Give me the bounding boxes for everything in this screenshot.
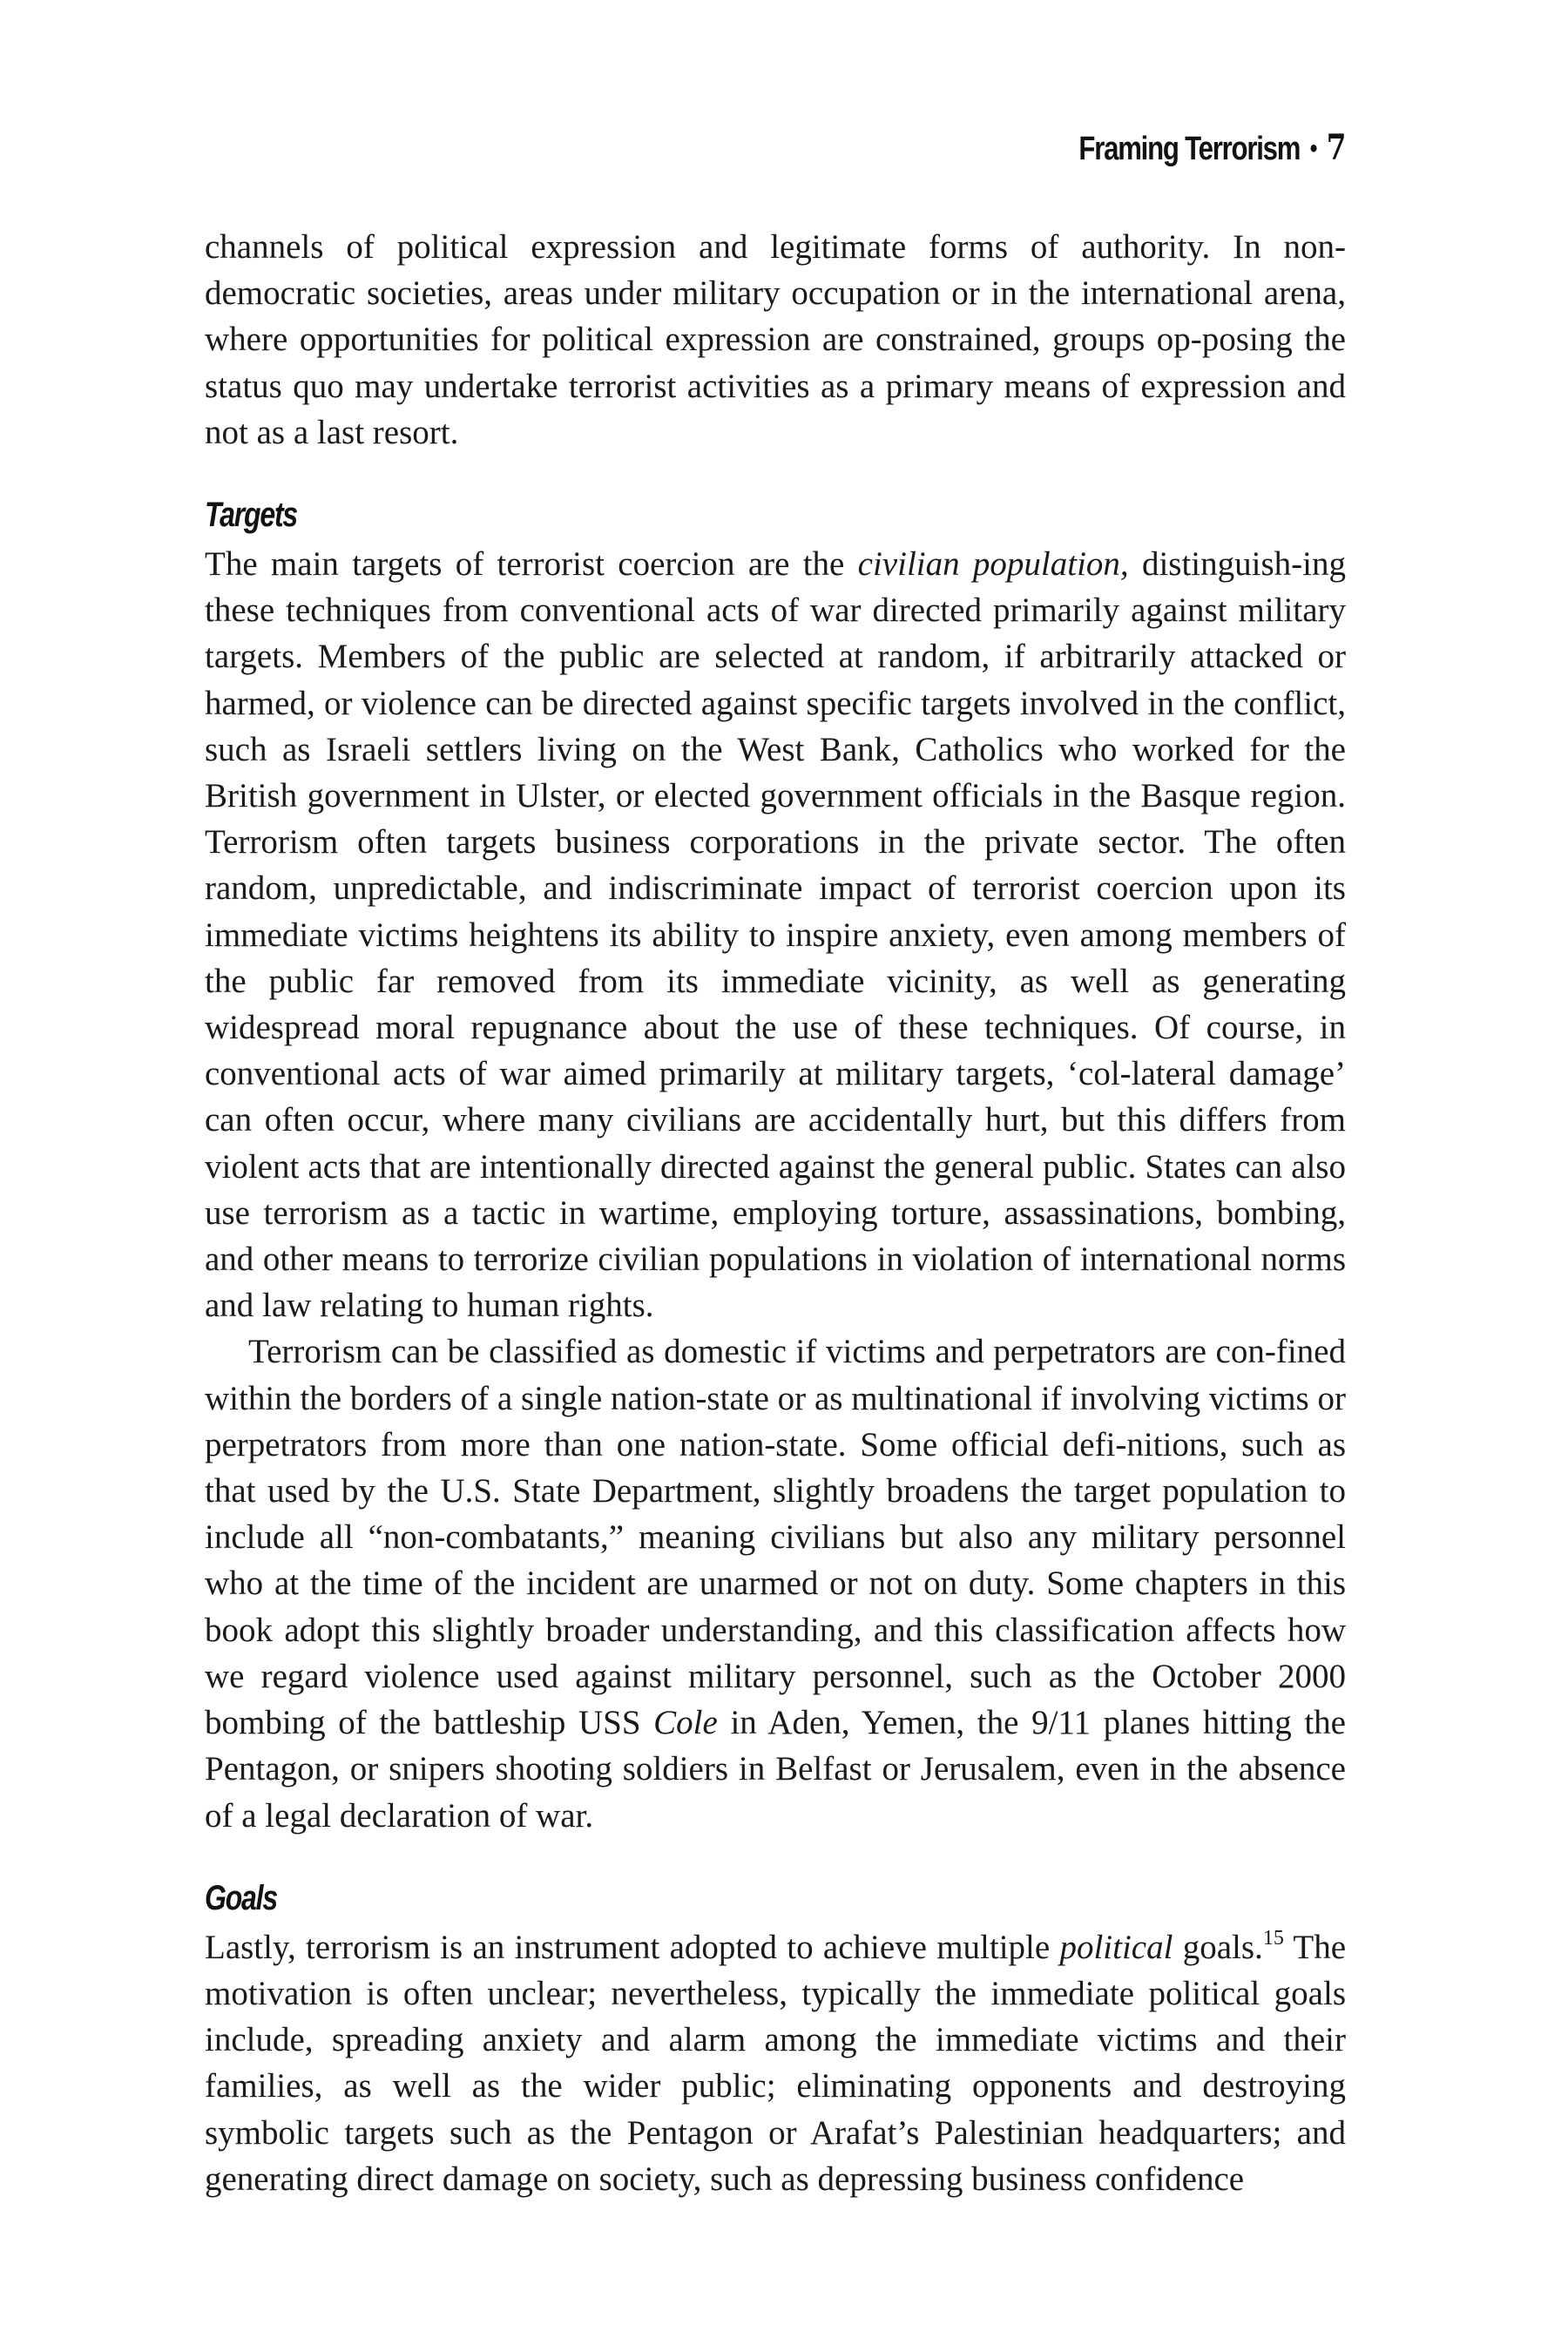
- paragraph-text: Terrorism can be classified as domestic if victims and perpetrators are con-fined within the borders of a single nation-state or as multinational if involving victims or perpetrators from more than one nation-state. Some official defi-nitions, such as that used by the U.S. State Department, slightly broadens the target population to include all “non-combatants,” meaning civilians but also any military personnel who at the time of the incident are unarmed or not on duty. Some chapters in this book adopt this slightly broader understanding, and this classification affects how we regard violence used against military personnel, such as the October 2000 bombing of the battleship USS: [205, 1333, 1346, 1742]
- paragraph-text: channels of political expression and legitimate forms of authority. In non-democratic societies, areas under military occupation or in the international arena, where opportunities for political expression are constrained, groups op-posing the status quo may undertake terrorist activities as a primary means of expression and not as a last resort.: [205, 228, 1346, 451]
- page-number: 7: [1326, 127, 1346, 168]
- bullet-separator: •: [1309, 134, 1316, 163]
- paragraph-continued: [205, 224, 1346, 456]
- paragraph-text: The motivation is often unclear; nevertheless, typically the immediate political goals include, spreading anxiety and alarm among the immediate victims and their families, as well as the wider public; eliminating opponents and destroying symbolic targets such as the Pentagon or Arafat’s Palestinian headquarters; and generating direct damage on society, such as depressing business confidence: [205, 1928, 1346, 2198]
- emphasis-text: civilian population,: [857, 545, 1129, 584]
- paragraph-text: The main targets of terrorist coercion are the: [205, 545, 858, 584]
- body-text: [205, 224, 1346, 2202]
- section-heading-goals: Goals: [205, 1878, 277, 1917]
- paragraph-text: Lastly, terrorism is an instrument adopted to achieve multiple: [205, 1928, 1060, 1966]
- footnote-reference[interactable]: 15: [1262, 1926, 1284, 1950]
- section-heading-targets: Targets: [205, 496, 298, 535]
- paragraph-targets: [205, 541, 1346, 1328]
- running-title: Framing Terrorism: [1078, 131, 1300, 167]
- paragraph-text: in Aden, Yemen, the 9/11 planes hitting the Pentagon, or snipers shooting soldiers in Belfast or Jerusalem, even in the absence of a legal declaration of war.: [205, 1704, 1346, 1835]
- paragraph-goals: [205, 1924, 1346, 2202]
- paragraph-text: distinguish-ing these techniques from conventional acts of war directed primarily against military targets. Members of the public are selected at random, if arbitrarily attacked or harmed, or violence can be directed against specific targets involved in the conflict, such as Israeli settlers living on the West Bank, Catholics who worked for the British government in Ulster, or elected government officials in the Basque region. Terrorism often targets business corporations in the private sector. The often random, unpredictable, and indiscriminate impact of terrorist coercion upon its immediate victims heightens its ability to inspire anxiety, even among members of the public far removed from its immediate vicinity, as well as generating widespread moral repugnance about the use of these techniques. Of course, in conventional acts of war aimed primarily at military targets, ‘col-lateral damage’ can often occur, where many civilians are accidentally hurt, but this differs from violent acts that are intentionally directed against the general public. States can also use terrorism as a tactic in wartime, employing torture, assassinations, bombing, and other means to terrorize civilian populations in violation of international norms and law relating to human rights.: [205, 545, 1346, 1325]
- paragraph-text: goals.: [1173, 1928, 1263, 1966]
- running-head: [1078, 127, 1346, 168]
- emphasis-text: political: [1059, 1928, 1173, 1966]
- paragraph-classification: [205, 1328, 1346, 1838]
- emphasis-text: Cole: [653, 1704, 718, 1742]
